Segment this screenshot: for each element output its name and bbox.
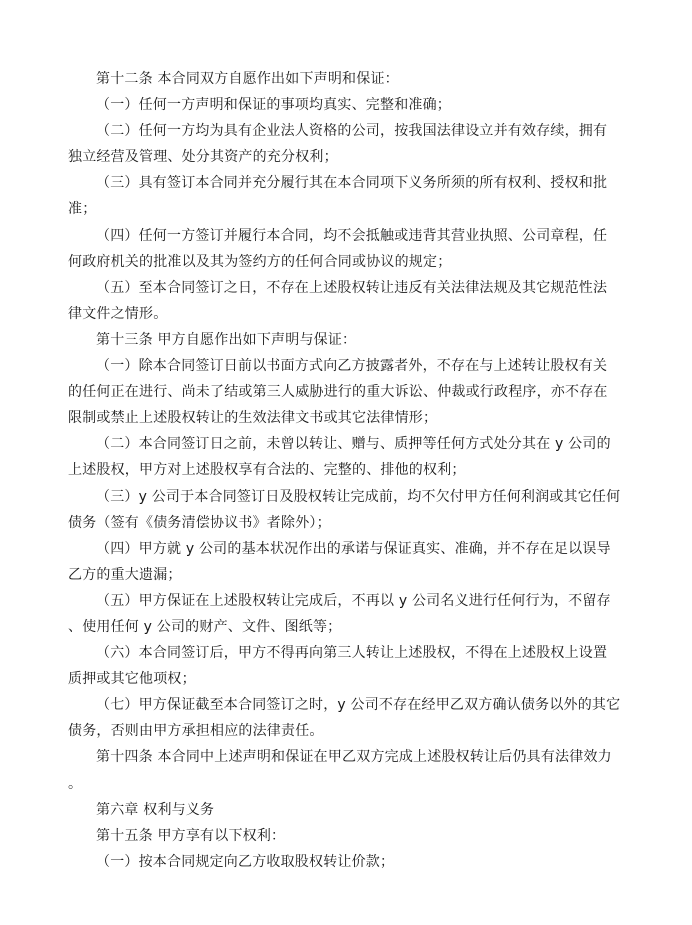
text-line: 质押或其它他项权；: [68, 671, 196, 688]
text-line: 上述股权，甲方对上述股权享有合法的、完整的、排他的权利；: [68, 462, 466, 479]
article-12-clause-2: [68, 118, 636, 170]
article-13-clause-1: [68, 353, 636, 431]
text-line: （三）具有签订本合同并充分履行其在本合同项下义务所须的所有权利、授权和批: [96, 175, 608, 192]
text-line: 。: [68, 775, 83, 792]
text-line: 准；: [68, 201, 97, 218]
text-line: （三）y 公司于本合同签订日及股权转让完成前，均不欠付甲方任何利润或其它任何: [96, 488, 621, 505]
article-13-clause-6: [68, 640, 636, 692]
article-14: [68, 744, 636, 796]
text-line: （二）任何一方均为具有企业法人资格的公司，按我国法律设立并有效存续，拥有: [96, 123, 608, 140]
text-line: （四）任何一方签订并履行本合同，均不会抵触或违背其营业执照、公司章程，任: [96, 227, 608, 244]
article-12-clause-5: [68, 275, 636, 327]
article-13-clause-7: [68, 692, 636, 744]
text-line: （一）除本合同签订日前以书面方式向乙方披露者外，不存在与上述转让股权有关: [96, 358, 608, 375]
article-12-clause-1: [68, 92, 636, 118]
article-12-clause-3: [68, 170, 636, 222]
text-line: （四）甲方就 y 公司的基本状况作出的承诺与保证真实、准确，并不存在足以误导: [96, 540, 611, 557]
text-line: （一）任何一方声明和保证的事项均真实、完整和准确；: [96, 97, 451, 114]
article-13-clause-3: [68, 484, 636, 536]
text-line: 限制或禁止上述股权转让的生效法律文书或其它法律情形；: [68, 410, 438, 427]
text-line: 第十四条 本合同中上述声明和保证在甲乙双方完成上述股权转让后仍具有法律效力: [96, 749, 612, 766]
article-13-clause-5: [68, 588, 636, 640]
text-line: 律文件之情形。: [68, 305, 168, 322]
text-line: （一）按本合同规定向乙方收取股权转让价款；: [96, 853, 395, 870]
text-line: 、使用任何 y 公司的财产、文件、图纸等；: [68, 618, 342, 635]
article-13-clause-4: [68, 536, 636, 588]
text-line: 第十三条 甲方自愿作出如下声明与保证：: [96, 331, 357, 348]
article-13-clause-2: [68, 431, 636, 483]
text-line: 独立经营及管理、处分其资产的充分权利；: [68, 149, 338, 166]
text-line: 第六章 权利与义务: [96, 801, 215, 818]
text-line: 第十五条 甲方享有以下权利：: [96, 827, 286, 844]
text-line: （二）本合同签订日之前，未曾以转让、赠与、质押等任何方式处分其在 y 公司的: [96, 436, 611, 453]
text-line: （七）甲方保证截至本合同签订之时，y 公司不存在经甲乙双方确认债务以外的其它: [96, 697, 621, 714]
text-line: 何政府机关的批准以及其为签约方的任何合同或协议的规定；: [68, 253, 452, 270]
article-15-heading: [68, 823, 636, 849]
text-line: 乙方的重大遗漏；: [68, 566, 182, 583]
text-line: 第十二条 本合同双方自愿作出如下声明和保证：: [96, 71, 399, 87]
article-12-clause-4: [68, 223, 636, 275]
text-line: （六）本合同签订后，甲方不得再向第三人转让上述股权，不得在上述股权上设置: [96, 645, 608, 662]
article-13-heading: [68, 327, 636, 353]
text-line: （五）至本合同签订之日，不存在上述股权转让违反有关法律法规及其它规范性法: [96, 279, 608, 296]
text-line: 的任何正在进行、尚未了结或第三人威胁进行的重大诉讼、仲裁或行政程序，亦不存在: [68, 384, 608, 401]
document-body: [68, 66, 636, 875]
article-15-clause-1: [68, 849, 636, 875]
article-12-heading: [68, 66, 636, 92]
text-line: 债务，否则由甲方承担相应的法律责任。: [68, 723, 324, 740]
text-line: （五）甲方保证在上述股权转让完成后，不再以 y 公司名义进行任何行为，不留存: [96, 592, 611, 609]
chapter-6-heading: [68, 797, 636, 823]
text-line: 债务（签有《债务清偿协议书》者除外）；: [68, 514, 331, 531]
